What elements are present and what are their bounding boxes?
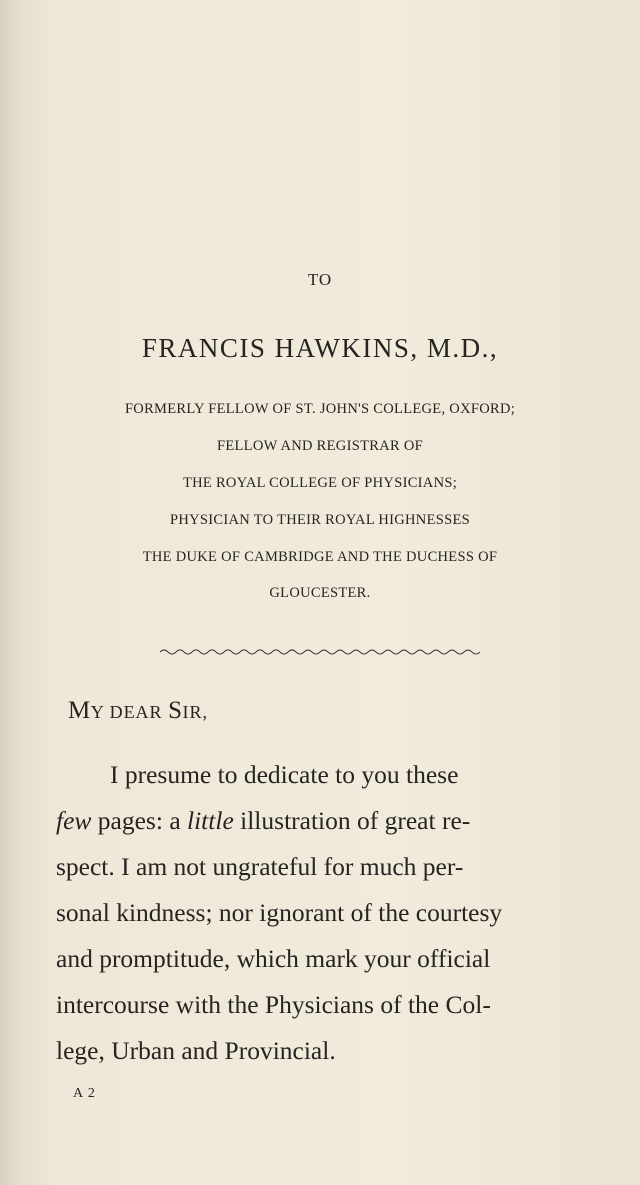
- body-line: spect. I am not ungrateful for much per-: [56, 852, 464, 881]
- signature-mark: A 2: [73, 1086, 96, 1101]
- salutation-initial: M: [68, 697, 91, 724]
- italic-word: few: [56, 806, 92, 835]
- salutation-initial: S: [168, 697, 183, 724]
- salutation-smallcaps: Y DEAR: [90, 702, 169, 722]
- body-line: lege, Urban and Provincial.: [56, 1036, 336, 1065]
- italic-word: little: [187, 806, 234, 835]
- title-line: FORMERLY FELLOW OF ST. JOHN'S COLLEGE, OXFORD;: [124, 401, 516, 417]
- body-text-span: illustration of great re-: [233, 806, 471, 835]
- dedicatee-name: FRANCIS HAWKINS, M.D.,: [141, 333, 499, 363]
- body-line: I presume to dedicate to you these: [110, 760, 459, 789]
- title-line: FELLOW AND REGISTRAR OF: [216, 438, 424, 454]
- title-line: GLOUCESTER.: [269, 585, 371, 601]
- body-line: [56, 798, 470, 844]
- body-line: sonal kindness; nor ignorant of the courtesy: [56, 898, 503, 927]
- dedication-to: TO: [307, 270, 333, 289]
- title-line: THE ROYAL COLLEGE OF PHYSICIANS;: [182, 475, 458, 491]
- title-line: PHYSICIAN TO THEIR ROYAL HIGHNESSES: [170, 512, 470, 528]
- salutation: [68, 697, 208, 725]
- body-text-span: pages: a: [91, 806, 188, 835]
- body-line: and promptitude, which mark your official: [56, 944, 491, 973]
- body-line: intercourse with the Physicians of the Col-: [56, 990, 491, 1019]
- ornamental-wavy-rule: [160, 647, 480, 657]
- salutation-smallcaps: IR,: [182, 702, 208, 722]
- title-line: THE DUKE OF CAMBRIDGE AND THE DUCHESS OF: [142, 549, 498, 565]
